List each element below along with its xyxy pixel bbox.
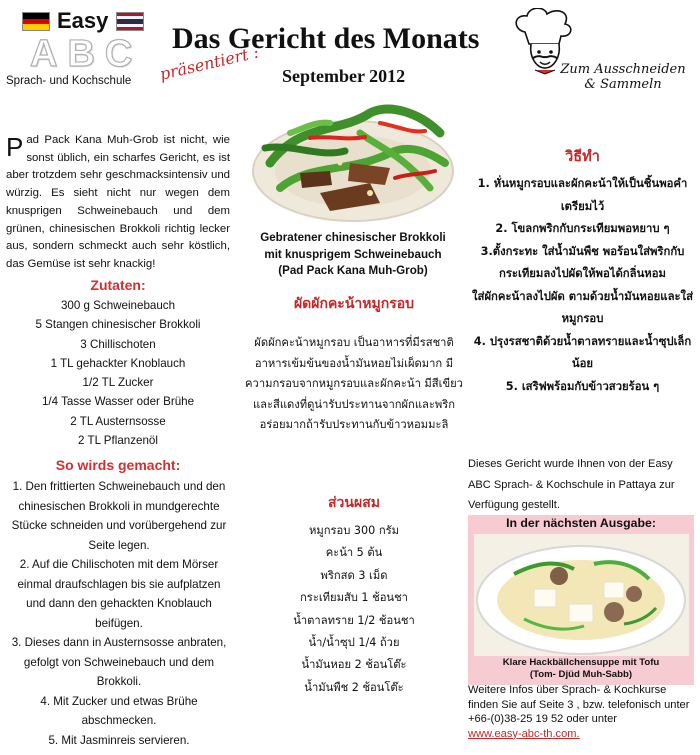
list-item: 1/4 Tasse Wasser oder Brühe [41, 395, 195, 409]
list-item: 4. Mit Zucker und etwas Brühe abschmecken. [40, 694, 198, 727]
intro-dropcap: P [6, 132, 24, 162]
logo-easy: Easy [57, 8, 109, 33]
presented-label: präsentiert : [157, 42, 261, 84]
method-de-title: So wirds gemacht: [55, 457, 181, 473]
soup-caption: Klare Hackbällchensuppe mit Tofu (Tom- Djüd Muh-Sabb) [502, 657, 660, 680]
list-item: 5. เสริฟพร้อมกับข้าวสวยร้อน ๆ [505, 379, 660, 393]
list-item: ใส่ผักคะน้าลงไปผัด ตามด้วยน้ำมันหอยและใส่หมูกรอบ [472, 289, 693, 325]
list-item: 3 Chillischoten [80, 337, 156, 351]
list-item: น้ำมันหอย 2 ช้อนโต๊ะ [301, 658, 407, 672]
list-item: 2. โขลกพริกกับกระเทียมพอหยาบ ๆ [495, 222, 670, 235]
list-item: น้ำตาลทราย 1/2 ช้อนชา [293, 613, 415, 627]
list-item: กระเทียมสับ 1 ช้อนชา [300, 591, 408, 605]
dish-thai-name: ผัดผักคะน้าหมูกรอบ [293, 296, 415, 312]
list-item: หมูกรอบ 300 กรัม [309, 524, 399, 537]
list-item: พริกสด 3 เม็ด [320, 568, 388, 582]
list-item: 3.ตั้งกระทะ ใส่น้ำมันพืช พอร้อนใส่พริกกับกระเทียมลงไปผัดให้พอได้กลิ่นหอม [480, 244, 685, 280]
intro-text: ad Pack Kana Muh-Grob ist nicht, wie sonst üblich, ein scharfes Gericht, es ist aber trotzdem sehr geschmacksintensiv und würzig. Es sieht nicht nur wegen dem knusprigen Schweinebauch und dem grünen, chinesischen Brokkoli richtig lecker aus, sondern schmeckt auch sehr köstlich, das Gemüse ist sehr knackig! [6, 134, 230, 270]
info-note [468, 683, 696, 741]
list-item: 2. Auf die Chilischoten mit dem Mörser einmal draufschlagen bis sie aufplatzen und dann den gehackten Knoblauch beifügen. [17, 558, 221, 630]
ingredients-th-title: ส่วนผสม [328, 495, 380, 511]
list-item: 1. หั่นหมูกรอบและผักคะน้าให้เป็นชิ้นพอคำเตรียมไว้ [477, 177, 688, 213]
list-item: 300 g Schweinebauch [60, 299, 176, 312]
list-item: คะน้า 5 ต้น [325, 546, 383, 560]
dish-photo [250, 93, 456, 227]
method-th-title: วิธีทำ [565, 149, 600, 165]
german-flag-icon [22, 12, 50, 31]
list-item: 1. Den frittierten Schweinebauch und den chinesischen Brokkoli in mundgerechte Stücke schneiden und vorübergehend zur Seite legen. [11, 480, 227, 552]
method-th-steps [470, 173, 695, 398]
soup-photo [474, 534, 689, 656]
list-item: 4. ปรุงรสชาติด้วยน้ำตาลทรายและน้ำซุปเล็กน้อย [473, 334, 692, 370]
list-item: น้ำ/น้ำซุป 1/4 ถ้วย [308, 636, 400, 650]
logo-abc: ABC [30, 33, 143, 75]
credit-note: Dieses Gericht wurde Ihnen von der Easy ABC Sprach- & Kochschule in Pattaya zur Verfügung gestellt. [468, 458, 675, 511]
list-item: 5 Stangen chinesischer Brokkoli [35, 318, 201, 332]
dish-caption: Gebratener chinesischer Brokkoli mit knusprigem Schweinebauch (Pad Pack Kana Muh-Grob) [260, 231, 446, 277]
page-title: Das Gericht des Monats [172, 22, 480, 55]
ingredients-list [6, 296, 230, 450]
ingredients-th-list [243, 520, 465, 699]
list-item: 1 TL gehackter Knoblauch [50, 356, 186, 370]
list-item: 5. Mit Jasminreis servieren. [48, 733, 190, 747]
next-issue-title: In der nächsten Ausgabe: [506, 516, 656, 530]
list-item: 2 TL Austernsosse [70, 414, 166, 428]
thai-flag-icon [116, 12, 144, 31]
logo-subtitle: Sprach- und Kochschule [6, 75, 132, 87]
method-de-steps [8, 477, 230, 750]
info-text: Weitere Infos über Sprach- & Kochkurse finden Sie auf Seite 3 , bzw. telefonisch unter +66-(0)38-25 19 52 oder unter [468, 684, 690, 725]
list-item: 1/2 TL Zucker [82, 376, 154, 390]
cut-out-note: Zum Ausschneiden & Sammeln [560, 62, 686, 92]
issue-month: September 2012 [282, 66, 406, 86]
ingredients-title: Zutaten: [90, 277, 146, 293]
list-item: 2 TL Pflanzenöl [78, 434, 158, 448]
website-link[interactable]: www.easy-abc-th.com. [468, 727, 580, 740]
list-item: 3. Dieses dann in Austernsosse anbraten, gefolgt von Schweinebauch und dem Brokkoli. [11, 636, 227, 688]
intro-paragraph [6, 132, 230, 274]
list-item: น้ำมันพืช 2 ช้อนโต๊ะ [304, 680, 404, 694]
dish-thai-description: ผัดผักคะน้าหมูกรอบ เป็นอาหารที่มีรสชาติอาหารเข้มข้นของน้ำมันหอยไม่เผ็ดมาก มีความกรอบจากหมูกรอบและผักคะน้า มีสีเขียวและสีแดงที่ดูน่ารับประทานจากผักและพริก อร่อยมากถ้ารับประทานกับข้าวหอมมะลิ [245, 336, 463, 431]
